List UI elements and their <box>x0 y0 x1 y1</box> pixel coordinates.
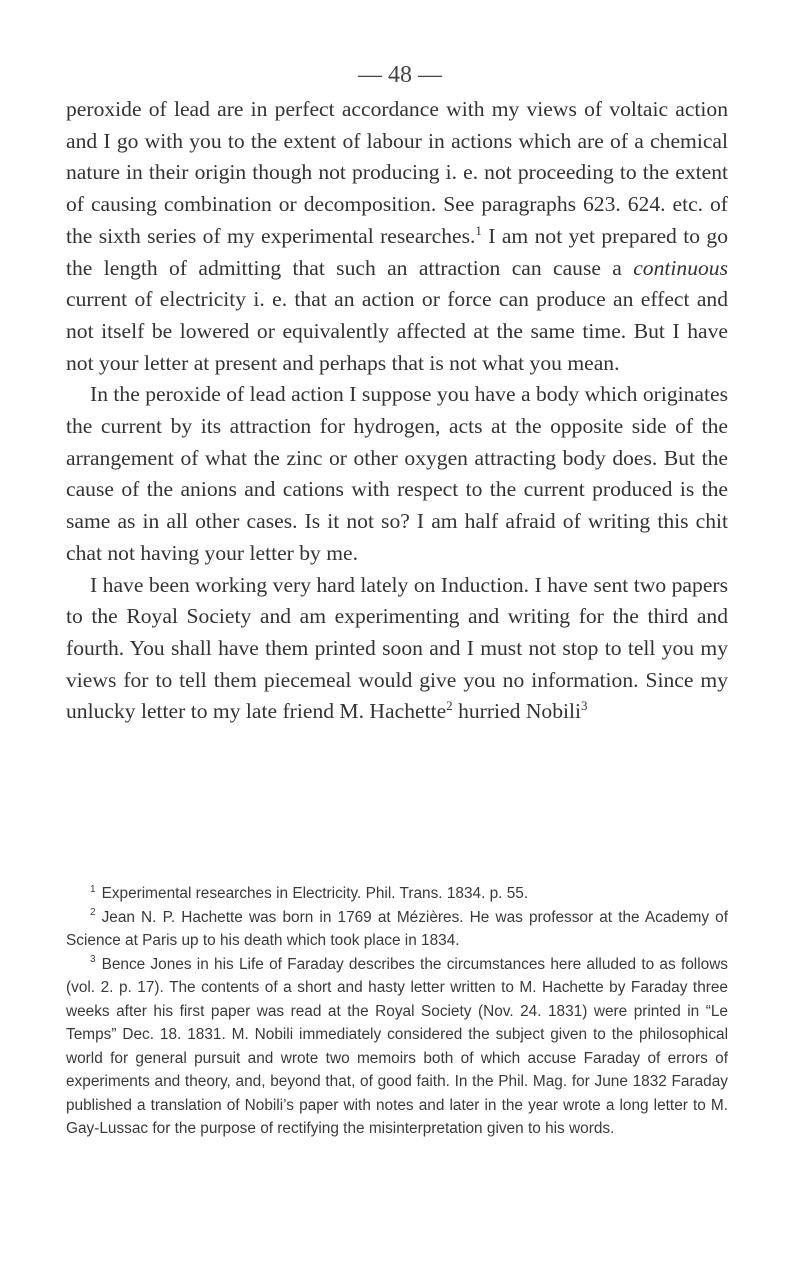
paragraph-3-text-a: I have been working very hard lately on Induction. I have sent two papers to the Royal Society and am experimenting and writing for the third and fourth. You shall have them printed soon and I must not stop to tell you my views for to tell them piecemeal would give you no information. Since my unlucky letter to my late friend M. Hachette <box>66 572 728 724</box>
footnote-2 <box>66 906 728 953</box>
footnote-2-text: Jean N. P. Hachette was born in 1769 at Mézières. He was professor at the Academy of Science at Paris up to his death which took place in 1834. <box>66 908 728 949</box>
paragraph-2: In the peroxide of lead action I suppose you have a body which originates the current by its attraction for hydrogen, acts at the opposite side of the arrangement of what the zinc or other oxygen attracting body does. But the cause of the anions and cations with respect to the current produced is the same as in all other cases. Is it not so? I am half afraid of writing this chit chat not having your letter by me. <box>66 382 728 565</box>
page-number: — 48 — <box>358 62 442 88</box>
paragraph-1-text-a: peroxide of lead are in perfect accordance with my views of voltaic action and I go with you to the extent of labour in actions which are of a chemical nature in their origin though not producing i. e. not proceeding to the extent of causing combination or decomposition. See paragraphs 623. 624. etc. of the sixth series of my experimental researches. <box>66 97 728 248</box>
footnote-ref-2: 2 <box>446 698 453 714</box>
footnote-ref-1: 1 <box>475 222 482 238</box>
footnote-3-text: Bence Jones in his Life of Faraday describes the circumstances here alluded to as follows (vol. 2. p. 17). The contents of a short and hasty letter written to M. Hachette by Faraday three weeks after his first paper was read at the Royal Society (Nov. 24. 1831) were printed in “Le Temps” Dec. 18. 1831. M. Nobili immediately considered the subject given to the philosophical world for general pursuit and wrote two memoirs both of which accuse Faraday of errors of experiments and theory, and, beyond that, of good faith. In the Phil. Mag. for June 1832 Faraday published a translation of Nobili’s paper with notes and later in the year wrote a long letter to M. Gay-Lussac for the purpose of rectifying the misinterpretation given to his words. <box>66 955 728 1137</box>
paragraph-1 <box>66 94 728 379</box>
footnote-1 <box>66 882 728 906</box>
footnotes <box>66 882 728 1141</box>
footnote-3-mark: 3 <box>90 954 96 966</box>
emphasis-continuous: continuous <box>633 255 728 280</box>
footnote-3 <box>66 953 728 1141</box>
paragraph-1-text-c: current of electricity i. e. that an action or force can produce an effect and not itself be lowered or equivalently affected at the same time. But I have not your letter at present and perhaps that is not what you mean. <box>66 287 728 375</box>
footnote-ref-3: 3 <box>581 698 588 714</box>
footnote-1-text: Experimental researches in Electricity. Phil. Trans. 1834. p. 55. <box>101 885 529 902</box>
paragraph-3-text-b: hurried Nobili <box>452 699 582 724</box>
paragraph-1-text-b: I am not yet prepared to go the length of admitting that such an attraction can cause a <box>66 223 728 280</box>
footnote-1-mark: 1 <box>90 883 96 895</box>
paragraph-3 <box>66 570 728 729</box>
footnote-2-mark: 2 <box>90 907 96 919</box>
letter-body <box>66 94 728 728</box>
